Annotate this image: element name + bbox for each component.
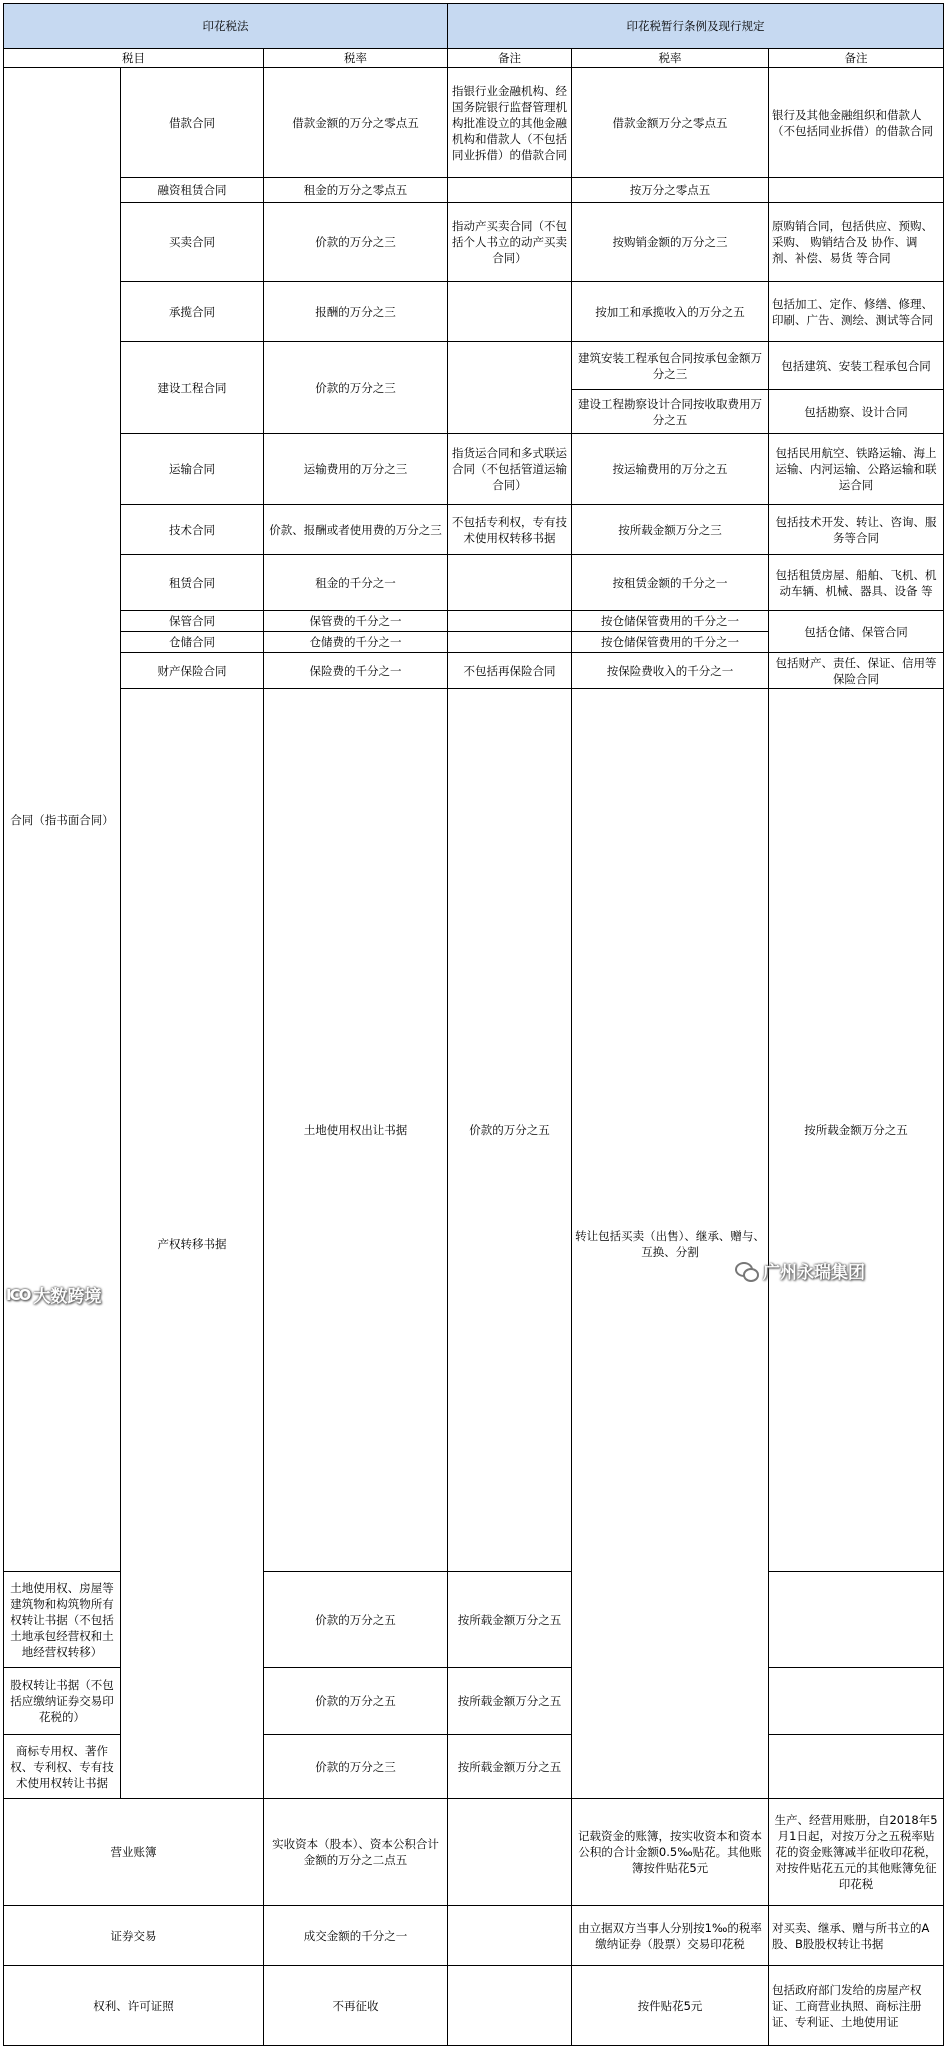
rate-land-grant: 价款的万分之五 [448, 689, 572, 1572]
note-insurance: 不包括再保险合同 [448, 653, 572, 689]
old-note-ip [769, 1735, 944, 1799]
note-storage [448, 632, 572, 653]
rate-custody: 保管费的千分之一 [264, 611, 448, 632]
rate-equity: 价款的万分之五 [264, 1668, 448, 1735]
old-note-securities: 对买卖、继承、赠与所书立的A股、B股股权转让书据 [769, 1906, 944, 1966]
item-storage: 仓储合同 [121, 632, 264, 653]
rate-loan: 借款金额的万分之零点五 [264, 68, 448, 178]
old-rate-construction-install: 建筑安装工程承包合同按承包金额万分之三 [572, 342, 769, 390]
rate-tech: 价款、报酬或者使用费的万分之三 [264, 505, 448, 555]
old-note-contracting: 包括加工、定作、修缮、修理、印刷、广告、测绘、测试等合同 [769, 282, 944, 342]
old-note-custody-storage: 包括仓储、保管合同 [769, 611, 944, 653]
col-header-item: 税目 [4, 49, 264, 68]
note-license [448, 1966, 572, 2046]
old-rate-construction-design: 建设工程勘察设计合同按收取费用万分之五 [572, 390, 769, 434]
note-ledger [448, 1799, 572, 1906]
old-rate-custody: 按仓储保管费用的千分之一 [572, 611, 769, 632]
old-rate-ip: 按所载金额万分之五 [448, 1735, 572, 1799]
item-loan: 借款合同 [121, 68, 264, 178]
col-header-rate: 税率 [264, 49, 448, 68]
item-land-grant: 土地使用权出让书据 [264, 689, 448, 1572]
watermark-left [6, 1282, 101, 1307]
note-sale: 指动产买卖合同（不包括个人书立的动产买卖合同） [448, 203, 572, 282]
rate-ip: 价款的万分之三 [264, 1735, 448, 1799]
note-rental [448, 555, 572, 611]
old-note-sale: 原购销合同，包括供应、预购、采购、 购销结合及 协作、调剂、补偿、易货 等合同 [769, 203, 944, 282]
item-construction: 建设工程合同 [121, 342, 264, 434]
item-finance-lease: 融资租赁合同 [121, 178, 264, 203]
item-license: 权利、许可证照 [4, 1966, 264, 2046]
note-securities [448, 1906, 572, 1966]
watermark-logo-icon: ICO [6, 1285, 30, 1304]
old-rate-transport: 按运输费用的万分之五 [572, 434, 769, 505]
rate-securities: 成交金额的千分之一 [264, 1906, 448, 1966]
watermark-left-text: 大数跨境 [33, 1287, 102, 1307]
wechat-icon [735, 1262, 757, 1280]
old-rate-sale: 按购销金额的万分之三 [572, 203, 769, 282]
old-note-finance-lease [769, 178, 944, 203]
col-header-rate-old: 税率 [572, 49, 769, 68]
item-tech: 技术合同 [121, 505, 264, 555]
old-rate-finance-lease: 按万分之零点五 [572, 178, 769, 203]
note-finance-lease [448, 178, 572, 203]
old-note-insurance: 包括财产、责任、保证、信用等保险合同 [769, 653, 944, 689]
old-note-loan: 银行及其他金融组织和借款人（不包括同业拆借）的借款合同 [769, 68, 944, 178]
old-note-construction-install: 包括建筑、安装工程承包合同 [769, 342, 944, 390]
old-rate-loan: 借款金额万分之零点五 [572, 68, 769, 178]
old-note-rental: 包括租赁房屋、船舶、飞机、机动车辆、机械、器具、设备 等 [769, 555, 944, 611]
rate-land-transfer: 价款的万分之五 [264, 1572, 448, 1668]
item-ip: 商标专用权、著作权、专利权、专有技术使用权转让书据 [4, 1735, 121, 1799]
old-rate-insurance: 按保险费收入的千分之一 [572, 653, 769, 689]
item-securities: 证券交易 [4, 1906, 264, 1966]
header-left-title: 印花税法 [4, 4, 448, 49]
rate-finance-lease: 租金的万分之零点五 [264, 178, 448, 203]
old-note-tech: 包括技术开发、转让、咨询、服务等合同 [769, 505, 944, 555]
rate-ledger: 实收资本（股本）、资本公积合计金额的万分之二点五 [264, 1799, 448, 1906]
item-ledger: 营业账簿 [4, 1799, 264, 1906]
rate-rental: 租金的千分之一 [264, 555, 448, 611]
old-rate-ledger: 记载资金的账簿，按实收资本和资本公积的合计金额0.5‰贴花。其他账簿按件贴花5元 [572, 1799, 769, 1906]
old-rate-land-transfer: 按所载金额万分之五 [448, 1572, 572, 1668]
col-header-note: 备注 [448, 49, 572, 68]
old-rate-securities: 由立据双方当事人分别按1‰的税率缴纳证券（股票）交易印花税 [572, 1906, 769, 1966]
rate-transport: 运输费用的万分之三 [264, 434, 448, 505]
old-rate-contracting: 按加工和承揽收入的万分之五 [572, 282, 769, 342]
item-land-transfer: 土地使用权、房屋等建筑物和构筑物所有权转让书据（不包括土地承包经营权和土地经营权转移） [4, 1572, 121, 1668]
old-note-construction-design: 包括勘察、设计合同 [769, 390, 944, 434]
old-rate-land-grant: 按所载金额万分之五 [769, 689, 944, 1572]
item-equity: 股权转让书据（不包括应缴纳证券交易印花税的） [4, 1668, 121, 1735]
note-transfer: 转让包括买卖（出售）、继承、赠与、互换、分割 [572, 689, 769, 1799]
note-custody [448, 611, 572, 632]
col-header-note-old: 备注 [769, 49, 944, 68]
old-note-land-transfer [769, 1572, 944, 1668]
group-contract: 合同（指书面合同） [4, 68, 121, 1572]
note-construction [448, 342, 572, 434]
old-rate-storage: 按仓储保管费用的千分之一 [572, 632, 769, 653]
item-contracting: 承揽合同 [121, 282, 264, 342]
old-note-license: 包括政府部门发给的房屋产权证、工商营业执照、商标注册证、专利证、土地使用证 [769, 1966, 944, 2046]
item-custody: 保管合同 [121, 611, 264, 632]
stamp-tax-comparison-table [3, 3, 944, 2046]
old-note-ledger: 生产、经营用账册，自2018年5月1日起，对按万分之五税率贴花的资金账簿减半征收印花税，对按件贴花五元的其他账簿免征印花税 [769, 1799, 944, 1906]
old-rate-equity: 按所载金额万分之五 [448, 1668, 572, 1735]
watermark-right [735, 1258, 865, 1283]
note-transport: 指货运合同和多式联运合同（不包括管道运输合同） [448, 434, 572, 505]
old-note-transport: 包括民用航空、铁路运输、海上运输、内河运输、公路运输和联运合同 [769, 434, 944, 505]
item-rental: 租赁合同 [121, 555, 264, 611]
old-rate-rental: 按租赁金额的千分之一 [572, 555, 769, 611]
rate-sale: 价款的万分之三 [264, 203, 448, 282]
note-loan: 指银行业金融机构、经国务院银行监督管理机构批准设立的其他金融机构和借款人（不包括同业拆借）的借款合同 [448, 68, 572, 178]
rate-construction: 价款的万分之三 [264, 342, 448, 434]
rate-storage: 仓储费的千分之一 [264, 632, 448, 653]
old-rate-tech: 按所载金额万分之三 [572, 505, 769, 555]
item-insurance: 财产保险合同 [121, 653, 264, 689]
item-sale: 买卖合同 [121, 203, 264, 282]
note-contracting [448, 282, 572, 342]
rate-contracting: 报酬的万分之三 [264, 282, 448, 342]
rate-license: 不再征收 [264, 1966, 448, 2046]
note-tech: 不包括专利权，专有技术使用权转移书据 [448, 505, 572, 555]
header-right-title: 印花税暂行条例及现行规定 [448, 4, 944, 49]
old-note-equity [769, 1668, 944, 1735]
rate-insurance: 保险费的千分之一 [264, 653, 448, 689]
old-rate-license: 按件贴花5元 [572, 1966, 769, 2046]
item-transport: 运输合同 [121, 434, 264, 505]
watermark-right-text: 广州永瑞集团 [763, 1263, 865, 1283]
group-transfer: 产权转移书据 [121, 689, 264, 1799]
